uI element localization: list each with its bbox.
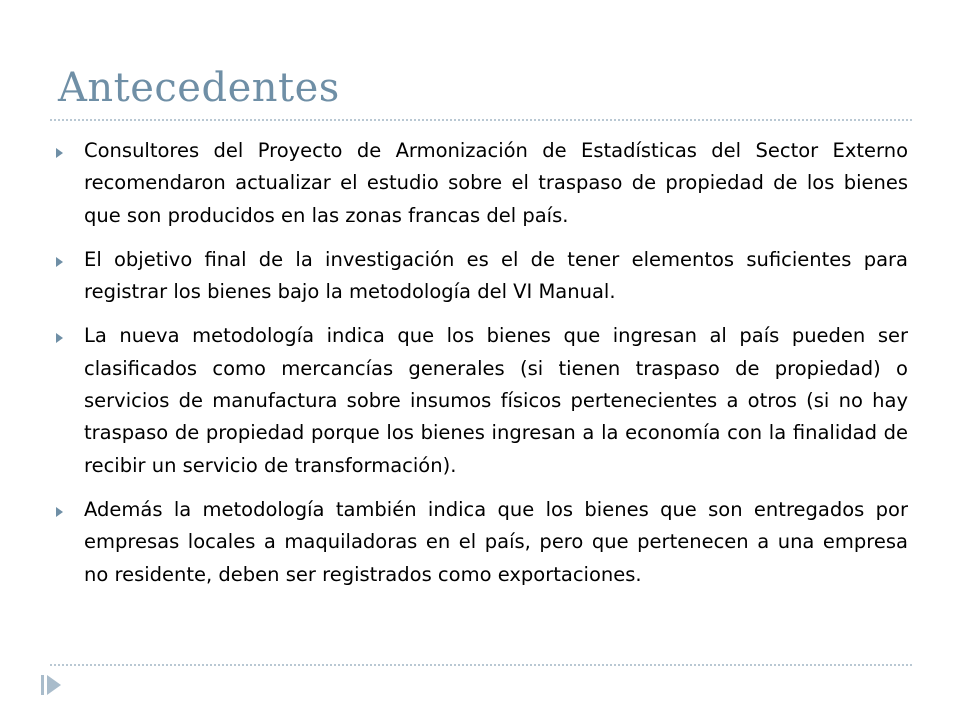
slide-nav-icon [47,675,61,695]
title-divider [50,119,912,121]
bullet-item [52,244,908,309]
bullet-item [52,135,908,232]
triangle-bullet-icon [56,507,63,517]
bullet-text: El objetivo final de la investigación es el de tener elementos suficientes para registrar los bienes bajo la metodología del VI Manual. [84,247,908,304]
triangle-bullet-icon [56,148,63,158]
bullet-list [52,135,908,603]
bullet-item [52,320,908,481]
triangle-bullet-icon [56,257,63,267]
footer-divider [50,664,912,666]
triangle-bullet-icon [56,333,63,343]
bullet-text: La nueva metodología indica que los bienes que ingresan al país pueden ser clasificados como mercancías generales (si tienen traspaso de propiedad) o servicios de manufactura sobre insumos físicos pertenecientes a otros (si no hay traspaso de propiedad porque los bienes ingresan a la economía con la finalidad de recibir un servicio de transformación). [84,324,908,477]
bullet-text: Consultores del Proyecto de Armonización de Estadísticas del Sector Externo recomendaron actualizar el estudio sobre el traspaso de propiedad de los bienes que son producidos en las zonas francas del país. [84,139,908,227]
slide-title: Antecedentes [58,65,340,111]
bullet-item [52,494,908,591]
bullet-text: Además la metodología también indica que los bienes que son entregados por empresas locales a maquiladoras en el país, pero que pertenecen a una empresa no residente, deben ser registrados como exportaciones. [84,497,908,586]
